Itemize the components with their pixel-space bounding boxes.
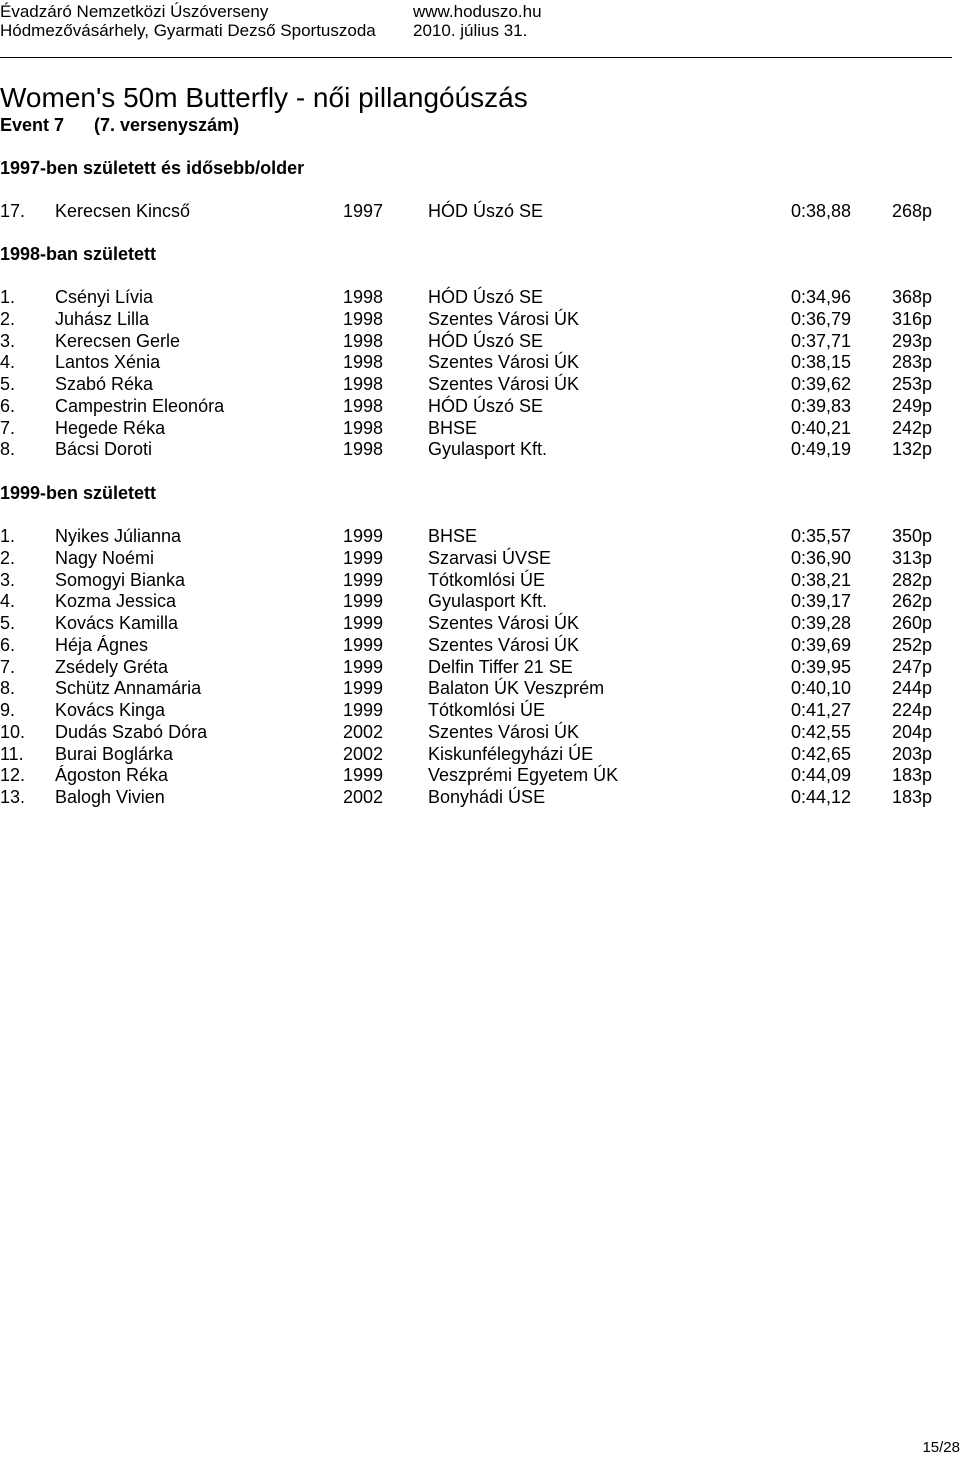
group-heading: 1997-ben született és idősebb/older	[0, 158, 305, 178]
competition-name: Évadzáró Nemzetközi Úszóverseny	[0, 2, 269, 21]
result-year: 2002	[343, 743, 384, 764]
result-points: 244p	[892, 678, 933, 699]
result-year: 1998	[343, 439, 384, 460]
result-place: 5.	[0, 374, 16, 394]
result-points: 183p	[892, 765, 933, 786]
result-place: 6.	[0, 395, 16, 416]
result-place: 4.	[0, 352, 16, 373]
result-points: 247p	[892, 656, 933, 677]
result-points: 316p	[892, 308, 933, 329]
event-label	[0, 114, 239, 136]
result-year: 1999	[343, 656, 384, 677]
result-time: 0:36,90	[791, 547, 852, 568]
result-place: 8.	[0, 678, 16, 699]
result-time: 0:49,19	[791, 439, 852, 460]
result-year: 1998	[343, 287, 384, 307]
result-year: 1999	[343, 678, 384, 699]
result-place: 7.	[0, 417, 16, 438]
header-divider	[0, 57, 952, 58]
result-club: Kiskunfélegyházi ÚE	[428, 743, 594, 764]
result-time: 0:37,71	[791, 330, 852, 351]
result-place: 2.	[0, 547, 16, 568]
result-name: Campestrin Eleonóra	[55, 395, 225, 416]
group-heading: 1998-ban született	[0, 244, 157, 264]
result-time: 0:39,83	[791, 395, 852, 416]
group-heading: 1999-ben született	[0, 483, 157, 503]
result-points: 283p	[892, 352, 933, 373]
result-row	[0, 656, 960, 678]
result-name: Kozma Jessica	[55, 591, 177, 612]
page-number: 15/28	[922, 1439, 960, 1456]
result-points: 203p	[892, 743, 933, 764]
result-time: 0:39,62	[791, 374, 852, 394]
event-date: 2010. július 31.	[413, 21, 528, 40]
result-time: 0:34,96	[791, 287, 852, 307]
result-points: 204p	[892, 721, 933, 742]
result-name: Schütz Annamária	[55, 678, 202, 699]
result-time: 0:36,79	[791, 308, 852, 329]
result-points: 350p	[892, 526, 933, 546]
result-year: 1999	[343, 547, 384, 568]
result-points: 313p	[892, 547, 933, 568]
result-year: 1999	[343, 765, 384, 786]
result-name: Nyikes Júlianna	[55, 526, 182, 546]
result-year: 1999	[343, 526, 384, 546]
result-year: 1998	[343, 374, 384, 394]
result-name: Szabó Réka	[55, 374, 154, 394]
result-name: Balogh Vivien	[55, 787, 165, 807]
result-name: Kerecsen Kincső	[55, 201, 191, 221]
result-year: 1999	[343, 613, 384, 633]
result-row	[0, 373, 960, 395]
result-name: Héja Ágnes	[55, 634, 149, 655]
result-time: 0:35,57	[791, 526, 852, 546]
result-club: Szarvasi ÚVSE	[428, 547, 552, 568]
result-row	[0, 417, 960, 439]
result-row	[0, 569, 960, 591]
result-year: 1999	[343, 569, 384, 590]
result-points: 260p	[892, 613, 933, 633]
result-place: 2.	[0, 308, 16, 329]
result-time: 0:38,21	[791, 569, 852, 590]
result-points: 268p	[892, 201, 933, 221]
result-points: 252p	[892, 634, 933, 655]
result-year: 1999	[343, 634, 384, 655]
result-club: HÓD Úszó SE	[428, 201, 544, 221]
result-points: 132p	[892, 439, 933, 460]
result-name: Lantos Xénia	[55, 352, 161, 373]
result-row	[0, 286, 960, 308]
result-club: Szentes Városi ÚK	[428, 721, 580, 742]
result-place: 7.	[0, 656, 16, 677]
result-place: 3.	[0, 569, 16, 590]
event-number: Event 7	[0, 115, 65, 135]
result-name: Kovács Kinga	[55, 700, 166, 720]
result-place: 5.	[0, 613, 16, 633]
result-place: 10.	[0, 721, 26, 742]
result-name: Zsédely Gréta	[55, 656, 169, 677]
result-points: 224p	[892, 700, 933, 720]
result-row	[0, 590, 960, 612]
result-time: 0:40,21	[791, 417, 852, 438]
result-row	[0, 764, 960, 786]
result-club: HÓD Úszó SE	[428, 287, 544, 307]
result-time: 0:42,65	[791, 743, 852, 764]
result-row	[0, 351, 960, 373]
result-name: Juhász Lilla	[55, 308, 150, 329]
result-name: Dudás Szabó Dóra	[55, 721, 208, 742]
result-club: Szentes Városi ÚK	[428, 613, 580, 633]
result-year: 1998	[343, 417, 384, 438]
result-place: 8.	[0, 439, 16, 460]
result-row	[0, 743, 960, 765]
result-place: 17.	[0, 201, 26, 221]
result-year: 1999	[343, 700, 384, 720]
event-local-number: (7. versenyszám)	[94, 115, 240, 135]
result-name: Kovács Kamilla	[55, 613, 179, 633]
result-time: 0:42,55	[791, 721, 852, 742]
result-time: 0:41,27	[791, 700, 852, 720]
result-place: 6.	[0, 634, 16, 655]
result-name: Burai Boglárka	[55, 743, 174, 764]
result-points: 368p	[892, 287, 933, 307]
result-points: 262p	[892, 591, 933, 612]
result-time: 0:44,12	[791, 787, 852, 807]
result-time: 0:39,28	[791, 613, 852, 633]
result-points: 253p	[892, 374, 933, 394]
result-club: Tótkomlósi ÚE	[428, 700, 546, 720]
result-club: BHSE	[428, 417, 478, 438]
result-place: 13.	[0, 787, 26, 807]
result-year: 1997	[343, 201, 384, 221]
result-club: Bonyhádi ÚSE	[428, 787, 546, 807]
result-year: 2002	[343, 721, 384, 742]
result-place: 1.	[0, 526, 16, 546]
result-points: 242p	[892, 417, 933, 438]
result-year: 1998	[343, 330, 384, 351]
result-club: Delfin Tiffer 21 SE	[428, 656, 573, 677]
result-club: BHSE	[428, 526, 478, 546]
result-year: 2002	[343, 787, 384, 807]
result-row	[0, 308, 960, 330]
result-year: 1999	[343, 591, 384, 612]
result-year: 1998	[343, 395, 384, 416]
result-club: Szentes Városi ÚK	[428, 634, 580, 655]
result-time: 0:39,95	[791, 656, 852, 677]
result-row	[0, 438, 960, 460]
result-points: 282p	[892, 569, 933, 590]
result-points: 249p	[892, 395, 933, 416]
result-row	[0, 330, 960, 352]
result-name: Kerecsen Gerle	[55, 330, 181, 351]
result-name: Hegede Réka	[55, 417, 166, 438]
result-points: 293p	[892, 330, 933, 351]
result-club: HÓD Úszó SE	[428, 330, 544, 351]
result-name: Csényi Lívia	[55, 287, 154, 307]
result-name: Nagy Noémi	[55, 547, 155, 568]
result-row	[0, 612, 960, 634]
result-row	[0, 677, 960, 699]
result-row	[0, 547, 960, 569]
result-row	[0, 634, 960, 656]
result-place: 11.	[0, 743, 24, 764]
result-name: Somogyi Bianka	[55, 569, 186, 590]
result-place: 3.	[0, 330, 16, 351]
result-row	[0, 699, 960, 721]
result-club: Szentes Városi ÚK	[428, 308, 580, 329]
result-row	[0, 395, 960, 417]
result-club: Balaton ÚK Veszprém	[428, 678, 605, 699]
result-club: Szentes Városi ÚK	[428, 352, 580, 373]
result-time: 0:44,09	[791, 765, 852, 786]
result-place: 12.	[0, 765, 26, 786]
result-year: 1998	[343, 352, 384, 373]
result-place: 1.	[0, 287, 16, 307]
result-row	[0, 200, 960, 222]
venue-name: Hódmezővásárhely, Gyarmati Dezső Sportuszoda	[0, 21, 376, 40]
result-time: 0:39,17	[791, 591, 852, 612]
result-points: 183p	[892, 787, 933, 807]
result-time: 0:38,88	[791, 201, 852, 221]
result-club: Gyulasport Kft.	[428, 591, 548, 612]
result-row	[0, 721, 960, 743]
result-club: Tótkomlósi ÚE	[428, 569, 546, 590]
result-year: 1998	[343, 308, 384, 329]
website-url: www.hoduszo.hu	[413, 2, 542, 21]
result-time: 0:39,69	[791, 634, 852, 655]
result-club: HÓD Úszó SE	[428, 395, 544, 416]
result-name: Bácsi Doroti	[55, 439, 153, 460]
result-row	[0, 786, 960, 808]
result-name: Ágoston Réka	[55, 765, 169, 786]
result-club: Gyulasport Kft.	[428, 439, 548, 460]
result-row	[0, 525, 960, 547]
result-place: 9.	[0, 700, 16, 720]
result-place: 4.	[0, 591, 16, 612]
result-club: Veszprémi Egyetem ÚK	[428, 765, 619, 786]
result-club: Szentes Városi ÚK	[428, 374, 580, 394]
result-time: 0:40,10	[791, 678, 852, 699]
result-time: 0:38,15	[791, 352, 852, 373]
page-title: Women's 50m Butterfly - női pillangóúszás	[0, 82, 528, 113]
